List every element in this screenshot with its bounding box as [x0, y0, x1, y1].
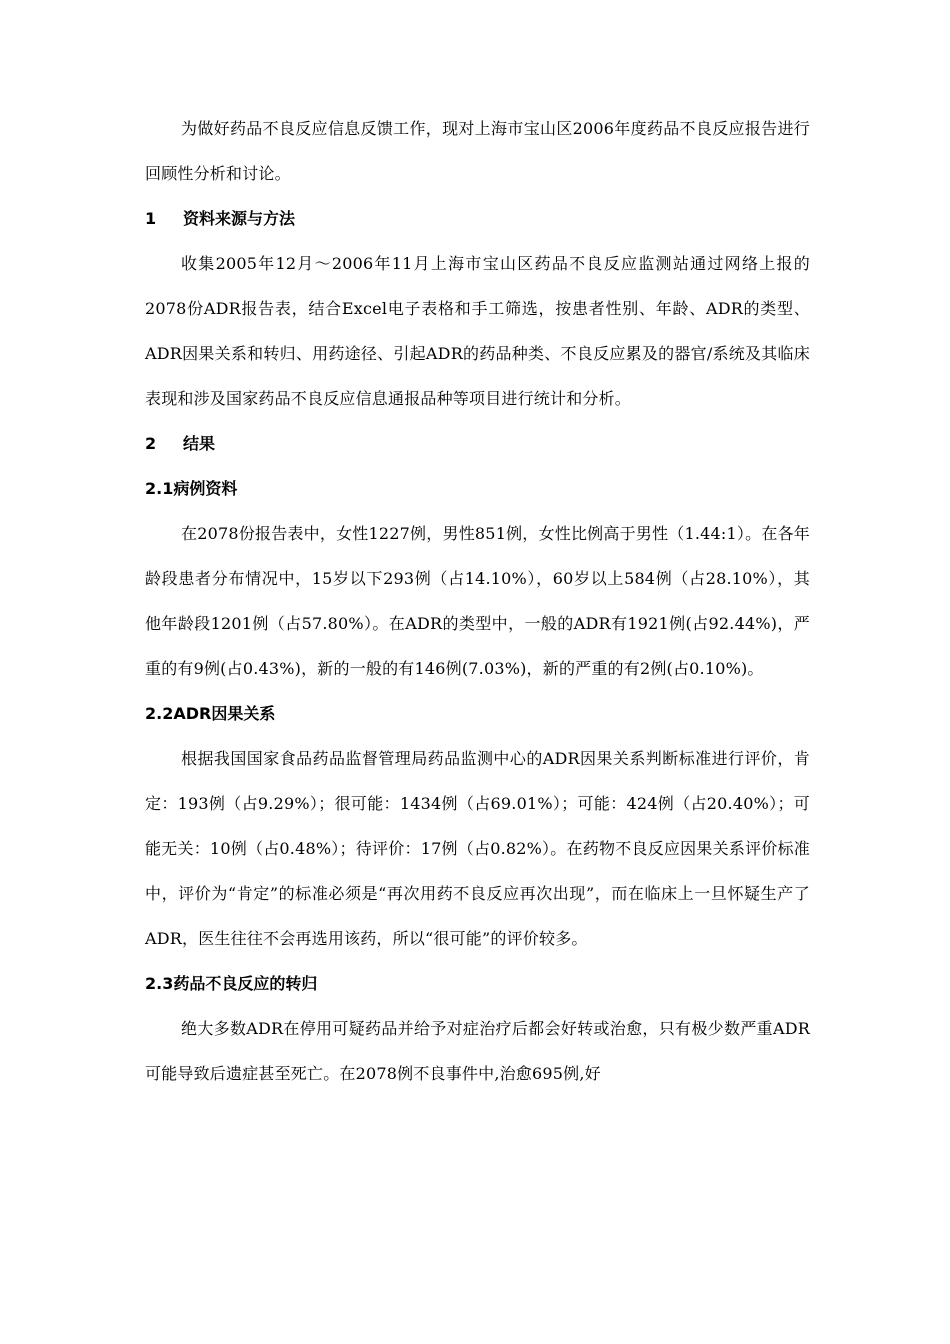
section-heading-2-3 [145, 961, 810, 1006]
section-title: ADR因果关系 [173, 704, 276, 723]
section-number: 2.3 [145, 974, 174, 993]
section-1-paragraph: 收集2005年12月～2006年11月上海市宝山区药品不良反应监测站通过网络上报的2078份ADR报告表，结合Excel电子表格和手工筛选，按患者性别、年龄、ADR的类型、ADR因果关系和转归、用药途径、引起ADR的药品种类、不良反应累及的器官/系统及其临床表现和涉及国家药品不良反应信息通报品种等项目进行统计和分析。 [145, 254, 810, 408]
section-2-1-paragraph: 在2078份报告表中，女性1227例，男性851例，女性比例高于男性（1.44:1）。在各年龄段患者分布情况中，15岁以下293例（占14.10%），60岁以上584例（占28.10%），其他年龄段1201例（占57.80%）。在ADR的类型中，一般的ADR有1921例(占92.44%)，严重的有9例(占0.43%)，新的一般的有146例(7.03%)，新的严重的有2例(占0.10%)。 [145, 524, 810, 678]
section-title: 病例资料 [173, 479, 238, 498]
section-number: 2.1 [145, 479, 174, 498]
section-title: 药品不良反应的转归 [173, 974, 318, 993]
section-number: 2 [145, 434, 157, 453]
section-heading-2 [145, 421, 810, 466]
intro-paragraph: 为做好药品不良反应信息反馈工作，现对上海市宝山区2006年度药品不良反应报告进行回顾性分析和讨论。 [145, 119, 810, 183]
section-heading-1 [145, 196, 810, 241]
section-number: 1 [145, 209, 157, 228]
section-title: 结果 [183, 434, 216, 453]
document-page [145, 106, 810, 1096]
section-title: 资料来源与方法 [183, 209, 296, 228]
section-heading-2-1 [145, 466, 810, 511]
section-2-3-paragraph: 绝大多数ADR在停用可疑药品并给予对症治疗后都会好转或治愈，只有极少数严重ADR可能导致后遗症甚至死亡。在2078例不良事件中,治愈695例,好 [145, 1019, 810, 1083]
section-heading-2-2 [145, 691, 810, 736]
section-number: 2.2 [145, 704, 174, 723]
section-2-2-paragraph: 根据我国国家食品药品监督管理局药品监测中心的ADR因果关系判断标准进行评价，肯定：193例（占9.29%）；很可能：1434例（占69.01%）；可能：424例（占20.40%）；可能无关：10例（占0.48%）；待评价：17例（占0.82%）。在药物不良反应因果关系评价标准中，评价为“肯定”的标准必须是“再次用药不良反应再次出现”，而在临床上一旦怀疑生产了ADR，医生往往不会再选用该药，所以“很可能”的评价较多。 [145, 749, 810, 948]
